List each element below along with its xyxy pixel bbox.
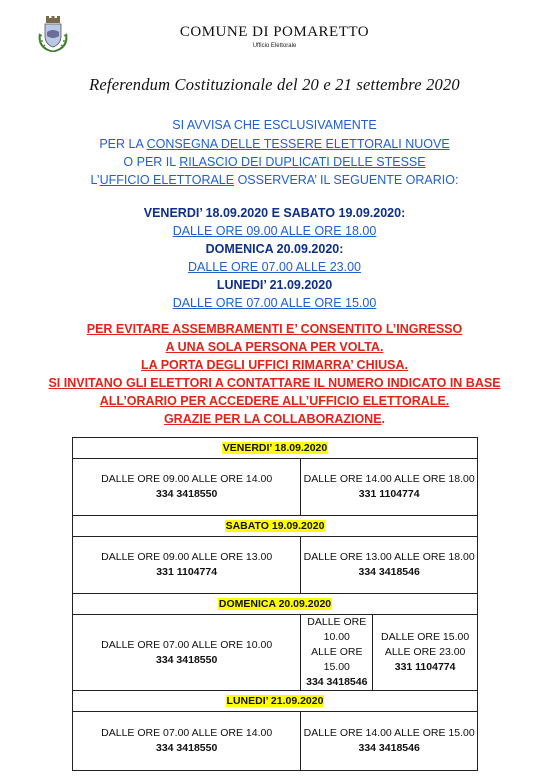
schedule-day-3: LUNEDI’ 21.09.2020	[216, 278, 333, 292]
slot-time: DALLE ORE 07.00 ALLE ORE 14.00	[101, 727, 273, 739]
slot-phone: 334 3418550	[156, 488, 218, 500]
schedule-hours-2: DALLE ORE 07.00 ALLE 23.00	[187, 260, 362, 274]
slot-time: DALLE ORE 09.00 ALLE ORE 13.00	[101, 551, 273, 563]
slot-cell	[73, 537, 301, 594]
slot-time: DALLE ORE 10.00	[307, 616, 367, 643]
slot-cell	[301, 459, 478, 516]
slot-time: DALLE ORE 07.00 ALLE ORE 10.00	[101, 638, 273, 651]
slot-time: DALLE ORE 13.00 ALLE ORE 18.00	[303, 551, 475, 563]
slot-cell	[73, 712, 301, 771]
slot-phone: 334 3418550	[156, 653, 218, 666]
schedule-hours-1: DALLE ORE 09.00 ALLE ORE 18.00	[172, 224, 377, 238]
slot-cell	[73, 459, 301, 516]
schedule-hours-3: DALLE ORE 07.00 ALLE ORE 15.00	[172, 296, 377, 310]
slot-time: ALLE ORE 23.00	[384, 646, 466, 658]
day-header-lunedi: LUNEDI’ 21.09.2020	[73, 691, 478, 712]
warning-line-5: ALL’ORARIO PER ACCEDERE ALL’UFFICIO ELETTORALE.	[99, 394, 450, 408]
schedule-day-2: DOMENICA 20.09.2020:	[205, 242, 344, 256]
warning-line-2: A UNA SOLA PERSONA PER VOLTA.	[165, 340, 384, 354]
warning-line-6: GRAZIE PER LA COLLABORAZIONE.	[163, 412, 386, 426]
slot-cell	[373, 615, 478, 691]
table-day-row	[73, 594, 478, 615]
day-header-sabato: SABATO 19.09.2020	[73, 516, 478, 537]
notice-line-2: PER LA CONSEGNA DELLE TESSERE ELETTORALI NUOVE	[99, 137, 450, 151]
slot-time: DALLE ORE 14.00 ALLE ORE 15.00	[303, 727, 475, 739]
table-day-row	[73, 691, 478, 712]
slot-cell	[301, 537, 478, 594]
warning-line-3: LA PORTA DEGLI UFFICI RIMARRA’ CHIUSA.	[141, 358, 408, 372]
slot-phone: 331 1104774	[358, 488, 420, 500]
day-header-domenica: DOMENICA 20.09.2020	[73, 594, 478, 615]
office-subtitle: Ufficio Elettorale	[252, 43, 297, 49]
slot-cell	[73, 615, 301, 691]
table-row	[73, 615, 478, 691]
slot-time: DALLE ORE 09.00 ALLE ORE 14.00	[101, 473, 273, 485]
table-day-row	[73, 516, 478, 537]
slot-phone: 334 3418546	[358, 742, 420, 754]
slot-cell	[301, 712, 478, 771]
slot-phone: 331 1104774	[394, 661, 456, 673]
table-row	[73, 712, 478, 771]
schedule-day-1: VENERDI’ 18.09.2020 E SABATO 19.09.2020:	[143, 206, 406, 220]
slot-phone: 334 3418546	[306, 676, 368, 688]
notice-line-3: O PER IL RILASCIO DEI DUPLICATI DELLE STESSE	[123, 155, 426, 169]
slot-cell	[301, 615, 373, 691]
table-day-row	[73, 438, 478, 459]
referendum-title: Referendum Costituzionale del 20 e 21 settembre 2020	[89, 75, 460, 94]
slot-phone: 334 3418546	[358, 566, 420, 578]
slot-time: ALLE ORE 15.00	[311, 646, 363, 673]
notice-line-4: L’UFFICIO ELETTORALE OSSERVERA’ IL SEGUENTE ORARIO:	[90, 173, 459, 187]
municipality-title: COMUNE DI POMARETTO	[179, 24, 370, 40]
table-row	[73, 459, 478, 516]
slot-time: DALLE ORE 15.00	[381, 631, 470, 643]
slot-phone: 331 1104774	[156, 566, 218, 578]
day-header-venerdi: VENERDI’ 18.09.2020	[73, 438, 478, 459]
warning-line-1: PER EVITARE ASSEMBRAMENTI E’ CONSENTITO L’INGRESSO	[86, 322, 463, 336]
table-row	[73, 537, 478, 594]
slot-phone: 334 3418550	[156, 742, 218, 754]
warning-line-4: SI INVITANO GLI ELETTORI A CONTATTARE IL NUMERO INDICATO IN BASE	[48, 376, 501, 390]
notice-line-1: SI AVVISA CHE ESCLUSIVAMENTE	[172, 118, 377, 132]
slot-time: DALLE ORE 14.00 ALLE ORE 18.00	[303, 473, 475, 485]
timetable	[72, 437, 478, 771]
